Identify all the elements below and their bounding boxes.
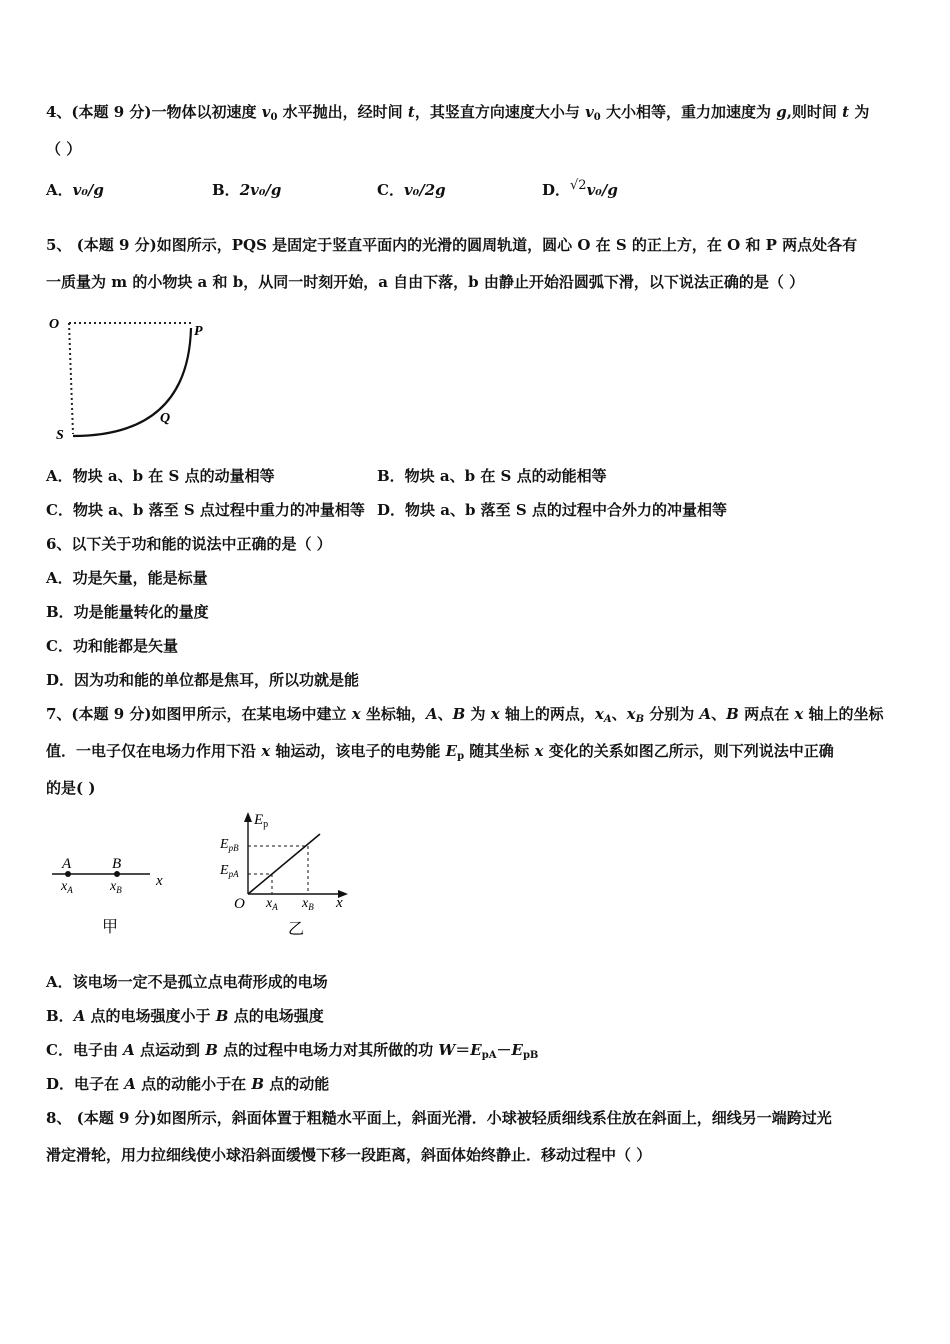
caption-yi: 乙 (288, 921, 305, 938)
q4-option-a[interactable]: A．v₀/g (46, 181, 104, 199)
q4-stem-line1: 4、(本题 9 分)一物体以初速度 $v_0$ 水平抛出，经时间 t，其竖直方向速度大小与 $v_0$ 大小相等，重力加速度为 g,则时间 t 为 (46, 103, 870, 123)
dotted-line-o-s (69, 323, 73, 434)
label-p: P (194, 324, 203, 339)
q6-stem: 6、以下关于功和能的说法中正确的是（ ） (46, 535, 332, 553)
q5-option-b[interactable]: B．物块 a、b 在 S 点的动能相等 (377, 467, 607, 485)
ep-line (248, 834, 320, 894)
q7-stem-line3: 的是( ) (46, 779, 96, 797)
label-epa: $E_{pA}$ (220, 863, 239, 879)
q5-stem-line2: 一质量为 m 的小物块 a 和 b，从同一时刻开始，a 自由下落，b 由静止开始沿圆弧下滑，以下说法正确的是（ ） (46, 273, 805, 291)
q7-stem-line2: 值．一电子仅在电场力作用下沿 x 轴运动，该电子的电势能 $E_p$ 随其坐标 x 变化的关系如图乙所示，则下列说法中正确 (46, 742, 834, 762)
q4-stem-line2: （ ） (46, 140, 82, 158)
q6-option-a[interactable]: A．功是矢量，能是标量 (46, 569, 208, 587)
label-x: x (336, 895, 343, 911)
q5-option-c[interactable]: C．物块 a、b 落至 S 点过程中重力的冲量相等 (46, 501, 365, 519)
q5-option-a[interactable]: A．物块 a、b 在 S 点的动量相等 (46, 467, 275, 485)
q7-option-c[interactable]: C．电子由 A 点运动到 B 点的过程中电场力对其所做的功 $W=E_{pA}-E_{pB}$ (46, 1041, 539, 1061)
label-s: S (56, 428, 64, 443)
caption-jia: 甲 (102, 919, 119, 936)
q8-stem-line2: 滑定滑轮，用力拉细线使小球沿斜面缓慢下移一段距离，斜面体始终静止．移动过程中（ ） (46, 1146, 652, 1164)
q5-option-d[interactable]: D．物块 a、b 落至 S 点的过程中合外力的冲量相等 (377, 501, 727, 519)
label-q: Q (160, 411, 171, 426)
q4-option-c[interactable]: C．v₀/2g (377, 181, 446, 199)
q7-option-d[interactable]: D．电子在 A 点的动能小于在 B 点的动能 (46, 1075, 330, 1093)
q7-stem-line1: 7、(本题 9 分)如图甲所示，在某电场中建立 x 坐标轴，A、B 为 x 轴上的两点，$x_A$、$x_B$ 分别为 A、B 两点在 x 轴上的坐标 (46, 705, 884, 725)
label-origin: O (234, 896, 245, 912)
label-epb: $E_{pB}$ (220, 837, 239, 853)
circular-track-arc (73, 328, 191, 436)
label-o: O (49, 317, 60, 332)
ep-axis-arrow (244, 812, 252, 822)
label-x: x (156, 873, 163, 889)
q4-option-b[interactable]: B．2v₀/g (212, 181, 282, 199)
q7-figure-jia (46, 850, 176, 940)
sqrt-two: √2 (570, 178, 587, 193)
q7-option-b[interactable]: B．A 点的电场强度小于 B 点的电场强度 (46, 1007, 324, 1025)
label-xa: $x_A$ (61, 879, 73, 895)
label-ep: $E_p$ (254, 812, 269, 830)
label-b: B (112, 856, 122, 872)
q6-option-d[interactable]: D．因为功和能的单位都是焦耳，所以功就是能 (46, 671, 360, 689)
label-xb: $x_B$ (302, 896, 314, 912)
q5-stem-line1: 5、 (本题 9 分)如图所示，PQS 是固定于竖直平面内的光滑的圆周轨道，圆心 O 在 S 的正上方，在 O 和 P 两点处各有 (46, 236, 858, 254)
q7-figure-yi (216, 808, 366, 943)
q6-option-b[interactable]: B．功是能量转化的量度 (46, 603, 209, 621)
q4-option-d[interactable]: D．√2v₀/g (542, 178, 618, 199)
q8-stem-line1: 8、 (本题 9 分)如图所示，斜面体置于粗糙水平面上，斜面光滑．小球被轻质细线系住放在斜面上，细线另一端跨过光 (46, 1109, 832, 1127)
q5-track-figure (40, 310, 230, 450)
q7-option-a[interactable]: A．该电场一定不是孤立点电荷形成的电场 (46, 973, 328, 991)
label-a: A (62, 856, 72, 872)
label-xa: $x_A$ (266, 896, 278, 912)
label-xb: $x_B$ (110, 879, 122, 895)
q6-option-c[interactable]: C．功和能都是矢量 (46, 637, 178, 655)
